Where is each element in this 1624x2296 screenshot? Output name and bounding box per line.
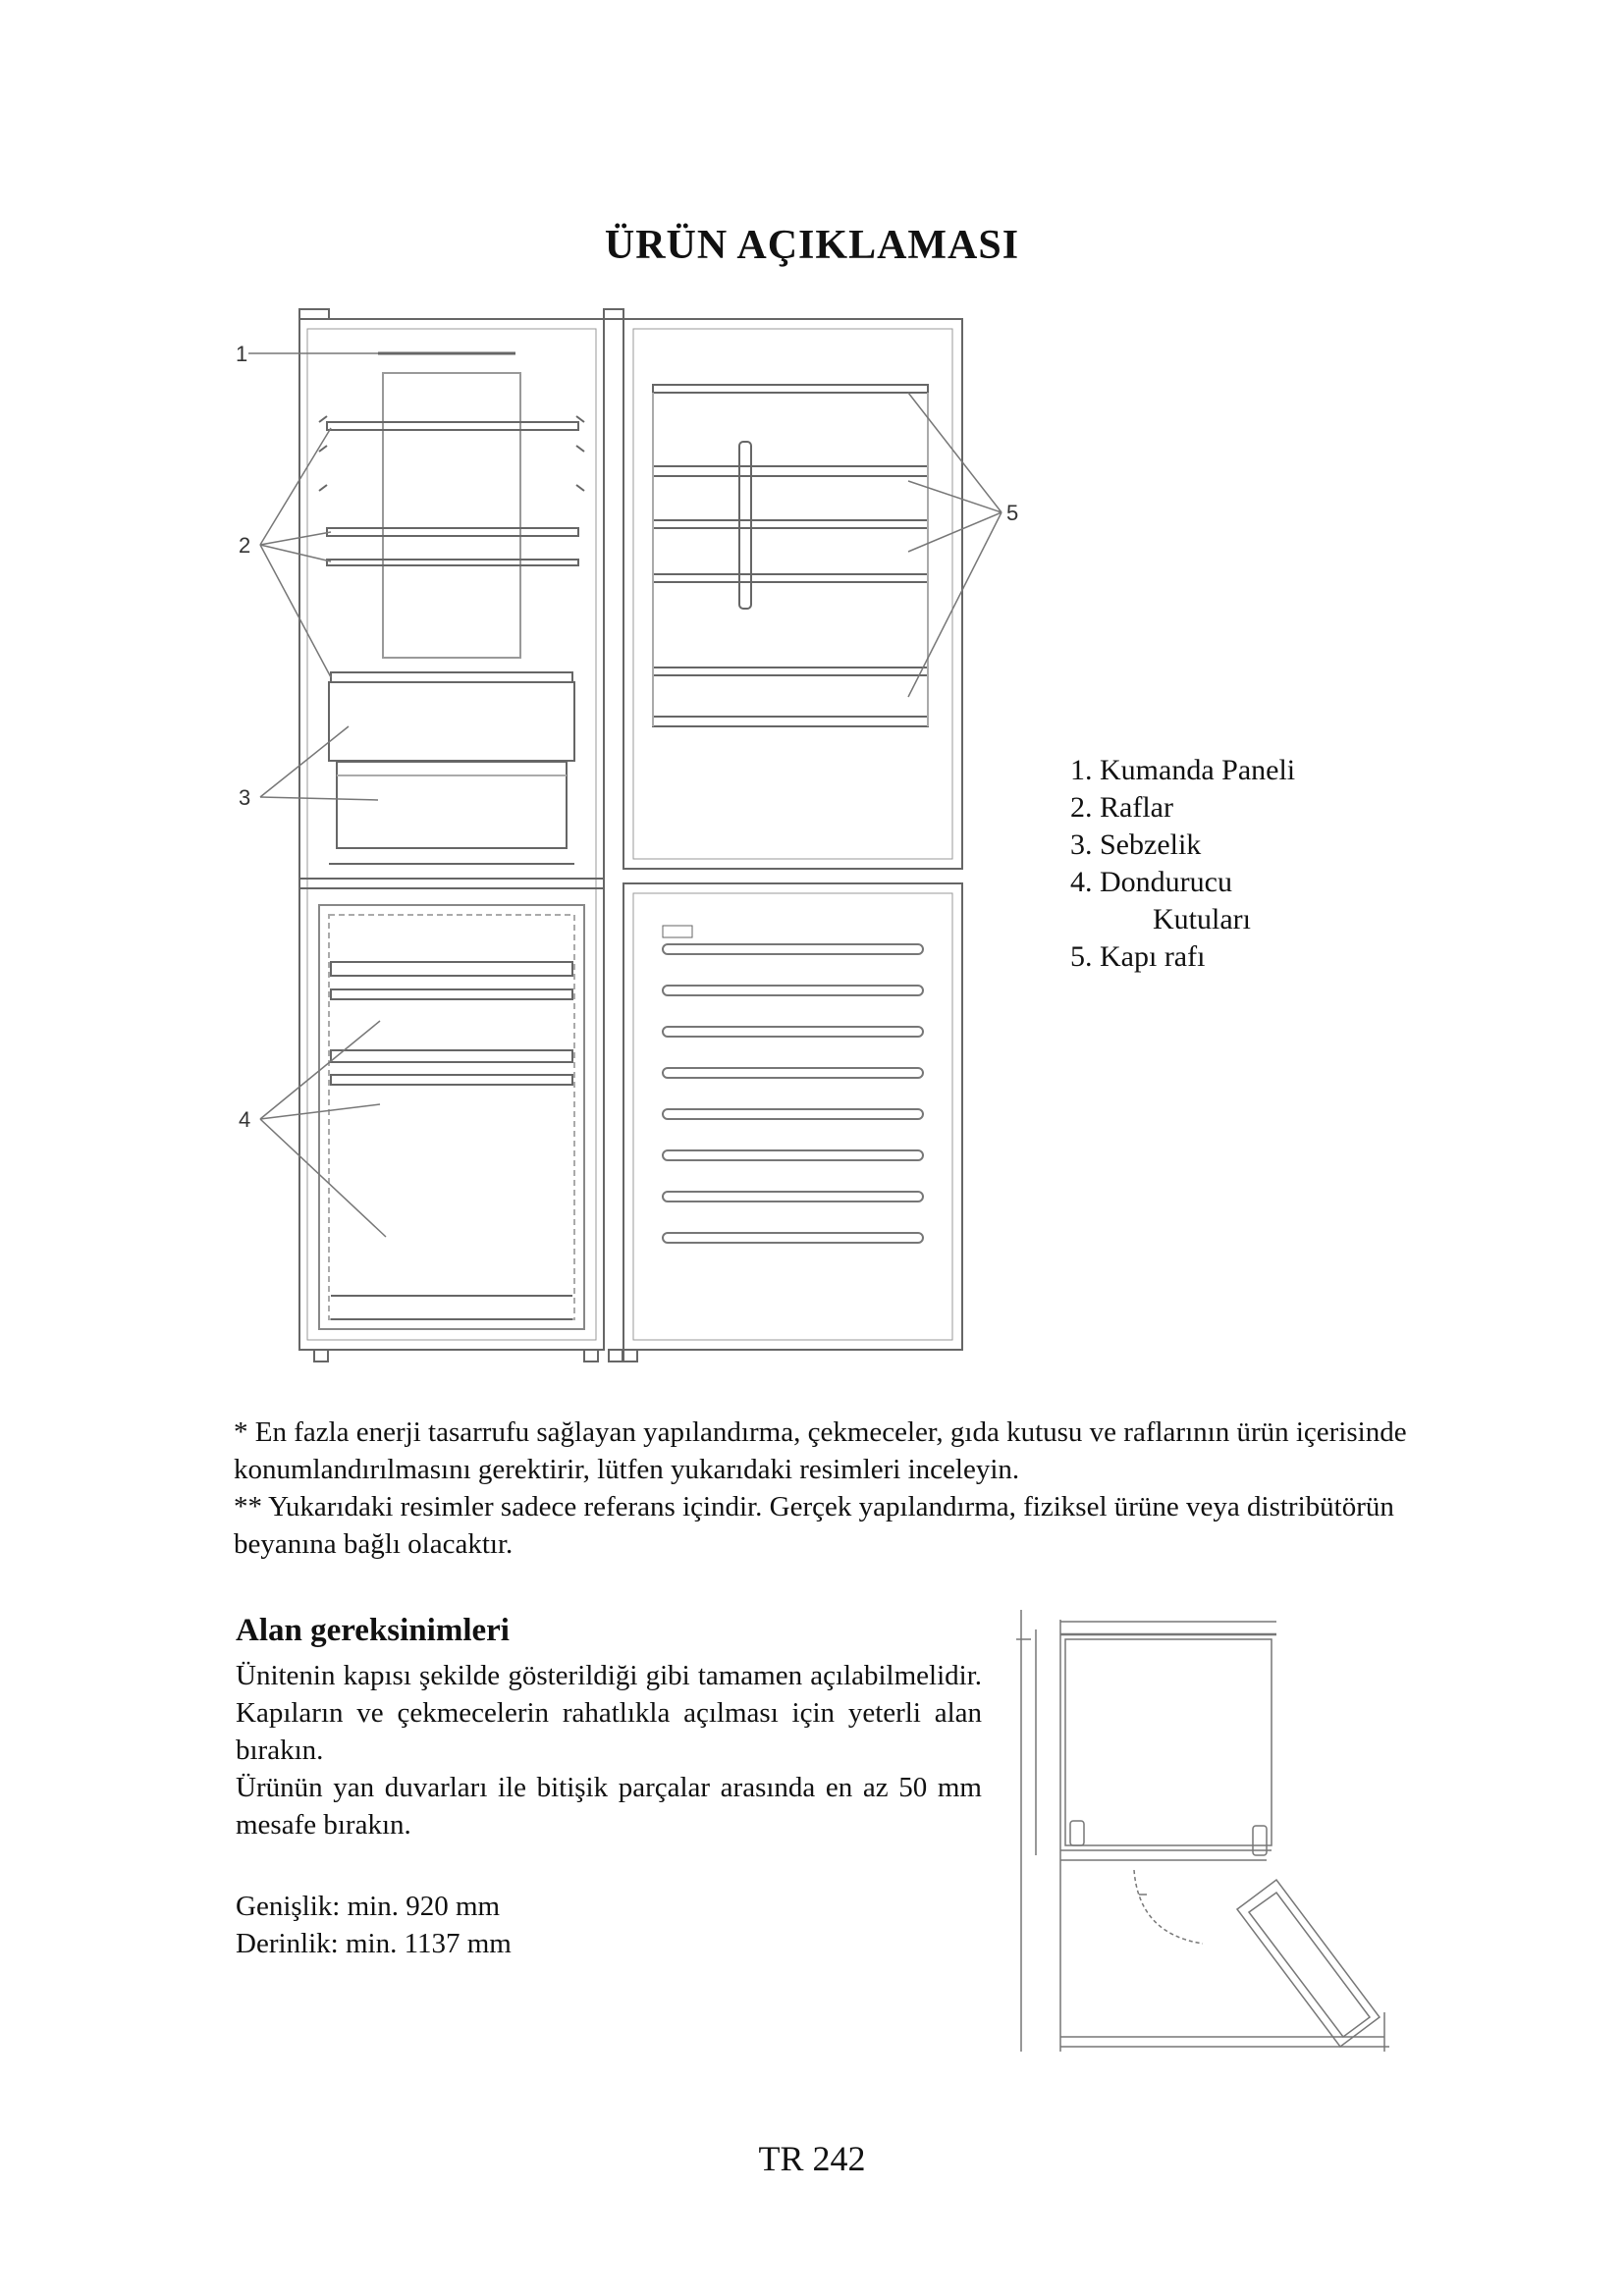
- note-reference: ** Yukarıdaki resimler sadece referans içindir. Gerçek yapılandırma, fiziksel ürüne veya distribütörün beyanına bağlı olacaktır.: [234, 1491, 1394, 1560]
- parts-legend: [1070, 752, 1295, 976]
- notes: [234, 1414, 1412, 1563]
- fridge-diagram: [221, 294, 1051, 1384]
- page-number: TR 242: [758, 2139, 866, 2178]
- paragraph-side-gap: Ürünün yan duvarları ile bitişik parçalar arasında en az 50 mm mesafe bırakın.: [236, 1772, 982, 1841]
- section-heading: Alan gereksinimleri: [236, 1613, 510, 1648]
- legend-item-crisper: 3. Sebzelik: [1070, 828, 1202, 861]
- paragraph-door-opening: Ünitenin kapısı şekilde gösterildiği gibi tamamen açılabilmelidir. Kapıların ve çekmecelerin rahatlıkla açılması için yeterli alan bırakın.: [236, 1660, 982, 1766]
- legend-item-shelves: 2. Raflar: [1070, 791, 1173, 824]
- note-energy: * En fazla enerji tasarrufu sağlayan yapılandırma, çekmeceler, gıda kutusu ve raflarının ürün içerisinde konumlandırılmasını gerektirir, lütfen yukarıdaki resimleri inceleyin.: [234, 1416, 1407, 1485]
- legend-item-freezer-cont: Kutuları: [1153, 903, 1251, 935]
- depth-value: Derinlik: min. 1137 mm: [236, 1928, 512, 1959]
- legend-item-control-panel: 1. Kumanda Paneli: [1070, 754, 1296, 786]
- callout-3: 3: [239, 785, 251, 810]
- width-value: Genişlik: min. 920 mm: [236, 1891, 501, 1922]
- clearance-diagram: [992, 1600, 1404, 2071]
- dimensions: [236, 1888, 512, 1962]
- legend-item-freezer: 4. Dondurucu: [1070, 866, 1232, 898]
- page-title: ÜRÜN AÇIKLAMASI: [604, 223, 1020, 268]
- section-body: [236, 1657, 982, 1843]
- legend-item-door-rack: 5. Kapı rafı: [1070, 940, 1206, 973]
- callout-2: 2: [239, 533, 251, 558]
- callout-1: 1: [236, 342, 248, 366]
- callout-4: 4: [239, 1107, 251, 1132]
- callout-5: 5: [1006, 501, 1019, 525]
